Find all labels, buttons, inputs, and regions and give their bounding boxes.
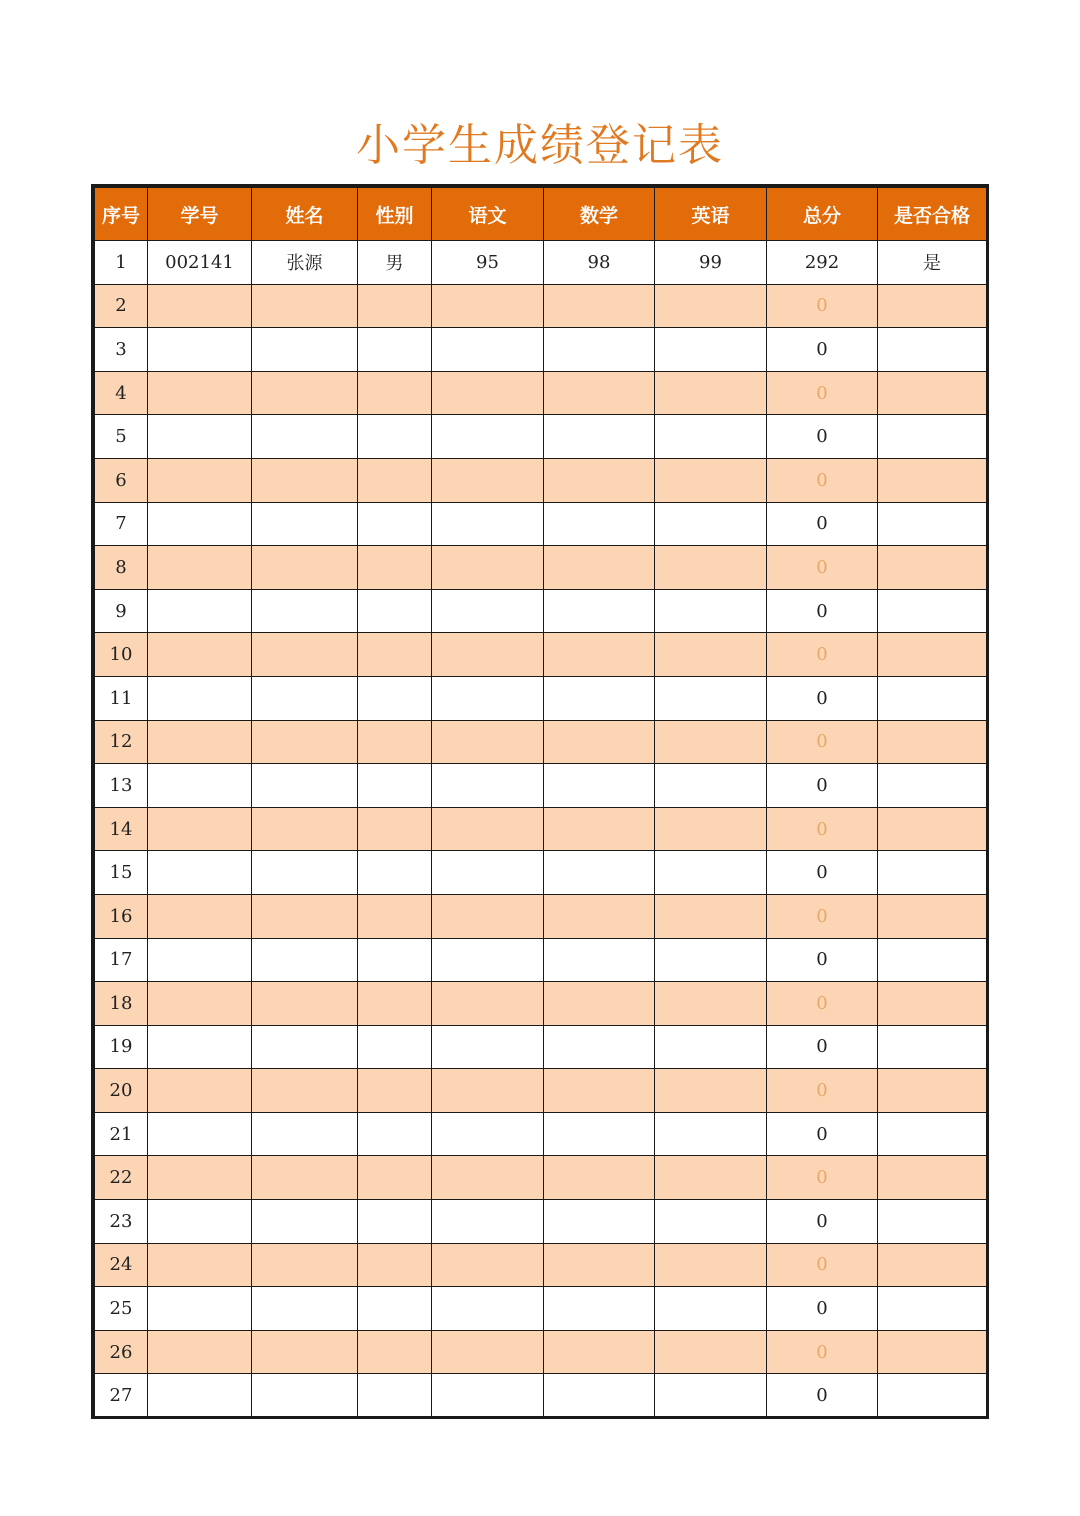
student-id-cell[interactable] <box>148 1287 252 1331</box>
total-score-cell: 0 <box>767 676 878 720</box>
header-cell-gender: 性别 <box>358 188 432 241</box>
total-score-cell: 0 <box>767 546 878 590</box>
chinese-score-cell[interactable] <box>432 938 544 982</box>
total-score-cell: 0 <box>767 1025 878 1069</box>
total-score-cell: 0 <box>767 1156 878 1200</box>
gender-cell[interactable] <box>358 589 432 633</box>
header-cell-math: 数学 <box>544 188 655 241</box>
table-row <box>95 1156 987 1200</box>
total-score-cell: 0 <box>767 1200 878 1244</box>
passed-cell[interactable] <box>878 982 987 1026</box>
math-score-cell[interactable] <box>544 546 655 590</box>
gender-cell[interactable] <box>358 546 432 590</box>
student-id-cell[interactable] <box>148 676 252 720</box>
total-score-cell: 0 <box>767 502 878 546</box>
serial-cell: 8 <box>95 546 148 590</box>
passed-cell[interactable] <box>878 938 987 982</box>
name-cell[interactable] <box>252 1287 358 1331</box>
total-score-cell: 0 <box>767 371 878 415</box>
chinese-score-cell[interactable] <box>432 1287 544 1331</box>
chinese-score-cell[interactable] <box>432 589 544 633</box>
student-id-cell[interactable] <box>148 1330 252 1374</box>
passed-cell[interactable] <box>878 589 987 633</box>
header-cell-chinese: 语文 <box>432 188 544 241</box>
name-cell[interactable] <box>252 894 358 938</box>
math-score-cell[interactable] <box>544 328 655 372</box>
math-score-cell[interactable] <box>544 894 655 938</box>
table-row <box>95 458 987 502</box>
total-score-cell: 0 <box>767 720 878 764</box>
gender-cell[interactable] <box>358 415 432 459</box>
english-score-cell[interactable] <box>655 458 767 502</box>
chinese-score-cell[interactable] <box>432 546 544 590</box>
gender-cell[interactable] <box>358 1330 432 1374</box>
chinese-score-cell[interactable] <box>432 894 544 938</box>
table-row <box>95 1069 987 1113</box>
name-cell[interactable] <box>252 1025 358 1069</box>
serial-cell: 16 <box>95 894 148 938</box>
math-score-cell[interactable] <box>544 284 655 328</box>
serial-cell: 23 <box>95 1200 148 1244</box>
english-score-cell[interactable] <box>655 502 767 546</box>
table-row <box>95 502 987 546</box>
english-score-cell[interactable] <box>655 1025 767 1069</box>
english-score-cell[interactable] <box>655 546 767 590</box>
name-cell[interactable] <box>252 458 358 502</box>
math-score-cell[interactable] <box>544 633 655 677</box>
table-row <box>95 1200 987 1244</box>
math-score-cell[interactable] <box>544 676 655 720</box>
passed-cell[interactable] <box>878 633 987 677</box>
table-row <box>95 1243 987 1287</box>
gender-cell[interactable] <box>358 894 432 938</box>
chinese-score-cell[interactable] <box>432 328 544 372</box>
serial-cell: 24 <box>95 1243 148 1287</box>
student-id-cell[interactable] <box>148 415 252 459</box>
name-cell[interactable]: 张源 <box>252 241 358 285</box>
student-id-cell[interactable] <box>148 1069 252 1113</box>
table-row <box>95 371 987 415</box>
passed-cell[interactable] <box>878 720 987 764</box>
student-id-cell[interactable] <box>148 1243 252 1287</box>
serial-cell: 6 <box>95 458 148 502</box>
name-cell[interactable] <box>252 328 358 372</box>
math-score-cell[interactable] <box>544 1374 655 1418</box>
table-row <box>95 851 987 895</box>
chinese-score-cell[interactable] <box>432 371 544 415</box>
math-score-cell[interactable] <box>544 807 655 851</box>
header-cell-serial: 序号 <box>95 188 148 241</box>
student-id-cell[interactable] <box>148 807 252 851</box>
student-id-cell[interactable] <box>148 720 252 764</box>
total-score-cell: 0 <box>767 1069 878 1113</box>
passed-cell[interactable] <box>878 1025 987 1069</box>
student-id-cell[interactable] <box>148 502 252 546</box>
gender-cell[interactable] <box>358 1112 432 1156</box>
passed-cell[interactable] <box>878 1287 987 1331</box>
english-score-cell[interactable] <box>655 589 767 633</box>
student-id-cell[interactable] <box>148 1200 252 1244</box>
chinese-score-cell[interactable]: 95 <box>432 241 544 285</box>
chinese-score-cell[interactable] <box>432 1112 544 1156</box>
passed-cell[interactable]: 是 <box>878 241 987 285</box>
english-score-cell[interactable] <box>655 1069 767 1113</box>
total-score-cell: 0 <box>767 633 878 677</box>
total-score-cell: 0 <box>767 284 878 328</box>
student-id-cell[interactable] <box>148 1374 252 1418</box>
math-score-cell[interactable] <box>544 1287 655 1331</box>
english-score-cell[interactable] <box>655 415 767 459</box>
passed-cell[interactable] <box>878 1243 987 1287</box>
name-cell[interactable] <box>252 851 358 895</box>
serial-cell: 14 <box>95 807 148 851</box>
student-id-cell[interactable] <box>148 1156 252 1200</box>
serial-cell: 21 <box>95 1112 148 1156</box>
chinese-score-cell[interactable] <box>432 720 544 764</box>
chinese-score-cell[interactable] <box>432 982 544 1026</box>
math-score-cell[interactable] <box>544 1330 655 1374</box>
total-score-cell: 0 <box>767 1243 878 1287</box>
total-score-cell: 0 <box>767 1374 878 1418</box>
total-score-cell: 0 <box>767 982 878 1026</box>
gender-cell[interactable] <box>358 938 432 982</box>
total-score-cell: 0 <box>767 1330 878 1374</box>
passed-cell[interactable] <box>878 851 987 895</box>
gender-cell[interactable] <box>358 1025 432 1069</box>
passed-cell[interactable] <box>878 415 987 459</box>
header-cell-student-id: 学号 <box>148 188 252 241</box>
name-cell[interactable] <box>252 415 358 459</box>
table-row <box>95 1025 987 1069</box>
english-score-cell[interactable] <box>655 1112 767 1156</box>
student-id-cell[interactable] <box>148 458 252 502</box>
serial-cell: 15 <box>95 851 148 895</box>
chinese-score-cell[interactable] <box>432 458 544 502</box>
english-score-cell[interactable] <box>655 807 767 851</box>
serial-cell: 20 <box>95 1069 148 1113</box>
serial-cell: 22 <box>95 1156 148 1200</box>
gender-cell[interactable] <box>358 764 432 808</box>
serial-cell: 7 <box>95 502 148 546</box>
table-row <box>95 1287 987 1331</box>
name-cell[interactable] <box>252 284 358 328</box>
total-score-cell: 0 <box>767 458 878 502</box>
serial-cell: 9 <box>95 589 148 633</box>
table-row <box>95 807 987 851</box>
name-cell[interactable] <box>252 1374 358 1418</box>
table-row <box>95 415 987 459</box>
passed-cell[interactable] <box>878 1200 987 1244</box>
total-score-cell: 0 <box>767 589 878 633</box>
math-score-cell[interactable] <box>544 1112 655 1156</box>
chinese-score-cell[interactable] <box>432 633 544 677</box>
gender-cell[interactable] <box>358 633 432 677</box>
table-row <box>95 720 987 764</box>
english-score-cell[interactable] <box>655 328 767 372</box>
page-title: 小学生成绩登记表 <box>356 120 724 171</box>
student-id-cell[interactable] <box>148 851 252 895</box>
table-row <box>95 894 987 938</box>
math-score-cell[interactable] <box>544 458 655 502</box>
table-row <box>95 938 987 982</box>
total-score-cell: 0 <box>767 328 878 372</box>
grade-table <box>94 187 987 1418</box>
english-score-cell[interactable] <box>655 720 767 764</box>
serial-cell: 19 <box>95 1025 148 1069</box>
serial-cell: 18 <box>95 982 148 1026</box>
passed-cell[interactable] <box>878 1069 987 1113</box>
passed-cell[interactable] <box>878 807 987 851</box>
total-score-cell: 0 <box>767 1112 878 1156</box>
total-score-cell: 0 <box>767 851 878 895</box>
student-id-cell[interactable]: 002141 <box>148 241 252 285</box>
english-score-cell[interactable] <box>655 284 767 328</box>
serial-cell: 25 <box>95 1287 148 1331</box>
passed-cell[interactable] <box>878 1374 987 1418</box>
english-score-cell[interactable] <box>655 938 767 982</box>
chinese-score-cell[interactable] <box>432 1069 544 1113</box>
serial-cell: 12 <box>95 720 148 764</box>
name-cell[interactable] <box>252 938 358 982</box>
serial-cell: 27 <box>95 1374 148 1418</box>
total-score-cell: 0 <box>767 938 878 982</box>
english-score-cell[interactable] <box>655 1243 767 1287</box>
name-cell[interactable] <box>252 676 358 720</box>
math-score-cell[interactable] <box>544 415 655 459</box>
gender-cell[interactable] <box>358 720 432 764</box>
name-cell[interactable] <box>252 1156 358 1200</box>
name-cell[interactable] <box>252 720 358 764</box>
chinese-score-cell[interactable] <box>432 1330 544 1374</box>
english-score-cell[interactable] <box>655 1374 767 1418</box>
name-cell[interactable] <box>252 1112 358 1156</box>
math-score-cell[interactable] <box>544 589 655 633</box>
gender-cell[interactable] <box>358 284 432 328</box>
table-row <box>95 633 987 677</box>
chinese-score-cell[interactable] <box>432 415 544 459</box>
english-score-cell[interactable] <box>655 1156 767 1200</box>
student-id-cell[interactable] <box>148 371 252 415</box>
gender-cell[interactable] <box>358 1200 432 1244</box>
passed-cell[interactable] <box>878 284 987 328</box>
english-score-cell[interactable] <box>655 894 767 938</box>
serial-cell: 11 <box>95 676 148 720</box>
passed-cell[interactable] <box>878 1330 987 1374</box>
passed-cell[interactable] <box>878 676 987 720</box>
math-score-cell[interactable] <box>544 371 655 415</box>
serial-cell: 13 <box>95 764 148 808</box>
gender-cell[interactable] <box>358 1069 432 1113</box>
serial-cell: 2 <box>95 284 148 328</box>
table-row <box>95 1330 987 1374</box>
table-row <box>95 676 987 720</box>
gender-cell[interactable] <box>358 676 432 720</box>
math-score-cell[interactable]: 98 <box>544 241 655 285</box>
total-score-cell: 0 <box>767 415 878 459</box>
table-row <box>95 328 987 372</box>
gender-cell[interactable] <box>358 1287 432 1331</box>
gender-cell[interactable] <box>358 371 432 415</box>
math-score-cell[interactable] <box>544 1025 655 1069</box>
student-id-cell[interactable] <box>148 894 252 938</box>
table-row <box>95 1374 987 1418</box>
total-score-cell: 292 <box>767 241 878 285</box>
serial-cell: 26 <box>95 1330 148 1374</box>
english-score-cell[interactable] <box>655 676 767 720</box>
name-cell[interactable] <box>252 1243 358 1287</box>
name-cell[interactable] <box>252 502 358 546</box>
math-score-cell[interactable] <box>544 720 655 764</box>
table-row <box>95 546 987 590</box>
gender-cell[interactable] <box>358 807 432 851</box>
chinese-score-cell[interactable] <box>432 284 544 328</box>
chinese-score-cell[interactable] <box>432 851 544 895</box>
gender-cell[interactable] <box>358 1243 432 1287</box>
gender-cell[interactable] <box>358 328 432 372</box>
chinese-score-cell[interactable] <box>432 502 544 546</box>
english-score-cell[interactable] <box>655 1200 767 1244</box>
header-cell-english: 英语 <box>655 188 767 241</box>
passed-cell[interactable] <box>878 894 987 938</box>
english-score-cell[interactable] <box>655 371 767 415</box>
table-body <box>95 241 987 1418</box>
passed-cell[interactable] <box>878 371 987 415</box>
math-score-cell[interactable] <box>544 1156 655 1200</box>
serial-cell: 17 <box>95 938 148 982</box>
gender-cell[interactable] <box>358 851 432 895</box>
total-score-cell: 0 <box>767 807 878 851</box>
passed-cell[interactable] <box>878 502 987 546</box>
name-cell[interactable] <box>252 807 358 851</box>
chinese-score-cell[interactable] <box>432 1243 544 1287</box>
header-cell-total: 总分 <box>767 188 878 241</box>
student-id-cell[interactable] <box>148 633 252 677</box>
serial-cell: 10 <box>95 633 148 677</box>
passed-cell[interactable] <box>878 546 987 590</box>
passed-cell[interactable] <box>878 1112 987 1156</box>
student-id-cell[interactable] <box>148 1025 252 1069</box>
english-score-cell[interactable] <box>655 982 767 1026</box>
grade-register-table <box>91 184 989 1419</box>
name-cell[interactable] <box>252 546 358 590</box>
chinese-score-cell[interactable] <box>432 1374 544 1418</box>
name-cell[interactable] <box>252 764 358 808</box>
math-score-cell[interactable] <box>544 851 655 895</box>
student-id-cell[interactable] <box>148 764 252 808</box>
passed-cell[interactable] <box>878 764 987 808</box>
student-id-cell[interactable] <box>148 938 252 982</box>
total-score-cell: 0 <box>767 1287 878 1331</box>
chinese-score-cell[interactable] <box>432 676 544 720</box>
passed-cell[interactable] <box>878 458 987 502</box>
serial-cell: 1 <box>95 241 148 285</box>
name-cell[interactable] <box>252 982 358 1026</box>
passed-cell[interactable] <box>878 328 987 372</box>
chinese-score-cell[interactable] <box>432 807 544 851</box>
gender-cell[interactable] <box>358 1374 432 1418</box>
gender-cell[interactable] <box>358 458 432 502</box>
total-score-cell: 0 <box>767 894 878 938</box>
student-id-cell[interactable] <box>148 982 252 1026</box>
gender-cell[interactable] <box>358 982 432 1026</box>
header-row <box>95 188 987 241</box>
math-score-cell[interactable] <box>544 764 655 808</box>
gender-cell[interactable] <box>358 1156 432 1200</box>
header-cell-name: 姓名 <box>252 188 358 241</box>
table-row <box>95 982 987 1026</box>
english-score-cell[interactable]: 99 <box>655 241 767 285</box>
total-score-cell: 0 <box>767 764 878 808</box>
math-score-cell[interactable] <box>544 1243 655 1287</box>
math-score-cell[interactable] <box>544 502 655 546</box>
serial-cell: 4 <box>95 371 148 415</box>
math-score-cell[interactable] <box>544 938 655 982</box>
header-cell-passed: 是否合格 <box>878 188 987 241</box>
gender-cell[interactable]: 男 <box>358 241 432 285</box>
name-cell[interactable] <box>252 1330 358 1374</box>
name-cell[interactable] <box>252 633 358 677</box>
student-id-cell[interactable] <box>148 589 252 633</box>
english-score-cell[interactable] <box>655 764 767 808</box>
table-row <box>95 589 987 633</box>
chinese-score-cell[interactable] <box>432 764 544 808</box>
student-id-cell[interactable] <box>148 546 252 590</box>
table-row <box>95 284 987 328</box>
student-id-cell[interactable] <box>148 284 252 328</box>
table-row <box>95 241 987 285</box>
passed-cell[interactable] <box>878 1156 987 1200</box>
math-score-cell[interactable] <box>544 1200 655 1244</box>
name-cell[interactable] <box>252 1069 358 1113</box>
name-cell[interactable] <box>252 589 358 633</box>
math-score-cell[interactable] <box>544 982 655 1026</box>
name-cell[interactable] <box>252 1200 358 1244</box>
english-score-cell[interactable] <box>655 851 767 895</box>
name-cell[interactable] <box>252 371 358 415</box>
chinese-score-cell[interactable] <box>432 1156 544 1200</box>
math-score-cell[interactable] <box>544 1069 655 1113</box>
serial-cell: 3 <box>95 328 148 372</box>
gender-cell[interactable] <box>358 502 432 546</box>
chinese-score-cell[interactable] <box>432 1025 544 1069</box>
chinese-score-cell[interactable] <box>432 1200 544 1244</box>
english-score-cell[interactable] <box>655 633 767 677</box>
english-score-cell[interactable] <box>655 1287 767 1331</box>
student-id-cell[interactable] <box>148 328 252 372</box>
student-id-cell[interactable] <box>148 1112 252 1156</box>
table-row <box>95 1112 987 1156</box>
english-score-cell[interactable] <box>655 1330 767 1374</box>
serial-cell: 5 <box>95 415 148 459</box>
table-row <box>95 764 987 808</box>
